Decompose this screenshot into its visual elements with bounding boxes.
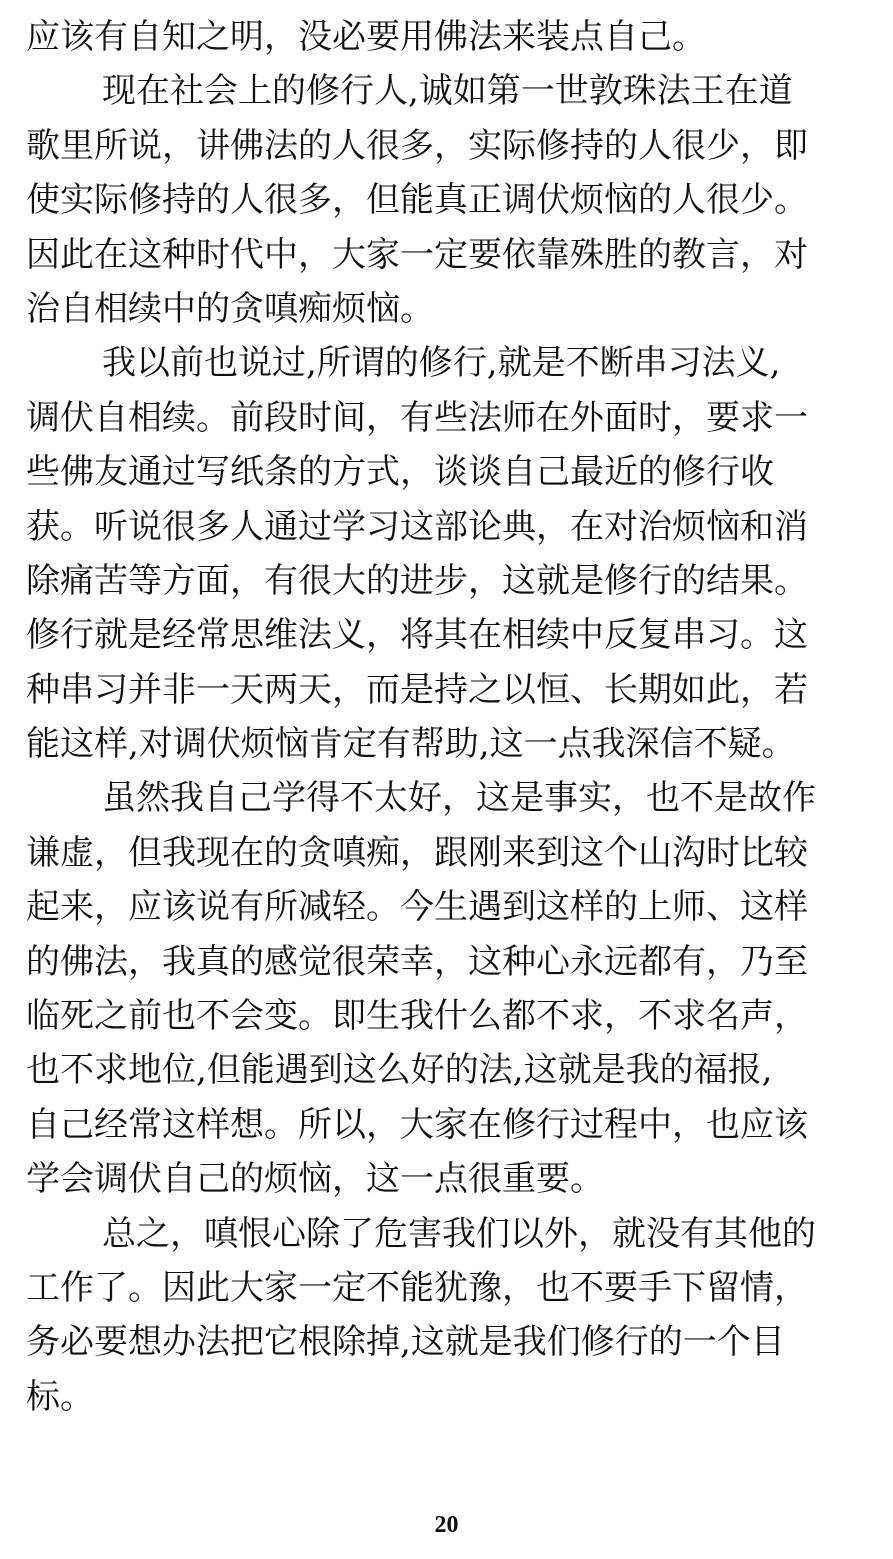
text-line: 标。 (26, 1376, 94, 1417)
text-line: 些佛友通过写纸条的方式，谈谈自己最近的修行收 (26, 452, 774, 493)
document-body (26, 10, 869, 1424)
text-line: 修行就是经常思维法义，将其在相续中反复串习。这 (26, 615, 808, 656)
text-line: 使实际修持的人很多，但能真正调伏烦恼的人很少。 (26, 180, 808, 221)
paragraph-start-line: 总之，嗔恨心除了危害我们以外，就没有其他的 (102, 1213, 816, 1254)
text-line: 临死之前也不会变。即生我什么都不求，不求名声， (26, 996, 808, 1037)
text-line: 自己经常这样想。所以，大家在修行过程中，也应该 (26, 1104, 808, 1145)
text-line: 也不求地位,但能遇到这么好的法,这就是我的福报, (26, 1050, 773, 1091)
text-line: 务必要想办法把它根除掉,这就是我们修行的一个目 (26, 1322, 785, 1363)
text-line: 起来，应该说有所减轻。今生遇到这样的上师、这样 (26, 887, 808, 928)
page-number: 20 (434, 1512, 459, 1538)
text-line: 学会调伏自己的烦恼，这一点很重要。 (26, 1159, 604, 1200)
text-line: 应该有自知之明，没必要用佛法来装点自己。 (26, 17, 706, 57)
paragraph-start-line: 现在社会上的修行人,诚如第一世敦珠法王在道 (102, 71, 793, 112)
text-line: 因此在这种时代中，大家一定要依靠殊胜的教言，对 (26, 234, 808, 275)
text-line: 的佛法，我真的感觉很荣幸，这种心永远都有，乃至 (26, 941, 808, 982)
text-line: 除痛苦等方面，有很大的进步，这就是修行的结果。 (26, 560, 808, 601)
text-line: 能这样,对调伏烦恼肯定有帮助,这一点我深信不疑。 (26, 724, 796, 765)
text-line: 谦虚，但我现在的贪嗔痴，跟刚来到这个山沟时比较 (26, 832, 808, 873)
text-line: 获。听说很多人通过学习这部论典，在对治烦恼和消 (26, 506, 808, 547)
paragraph-start-line: 虽然我自己学得不太好，这是事实，也不是故作 (102, 778, 816, 819)
text-line: 调伏自相续。前段时间，有些法师在外面时，要求一 (26, 397, 808, 438)
text-line: 歌里所说，讲佛法的人很多，实际修持的人很少，即 (26, 125, 808, 166)
text-line: 种串习并非一天两天，而是持之以恒、长期如此，若 (26, 669, 808, 710)
text-line: 治自相续中的贪嗔痴烦恼。 (26, 288, 434, 329)
paragraph-start-line: 我以前也说过,所谓的修行,就是不断串习法义, (102, 343, 781, 384)
text-line: 工作了。因此大家一定不能犹豫，也不要手下留情， (26, 1267, 808, 1308)
